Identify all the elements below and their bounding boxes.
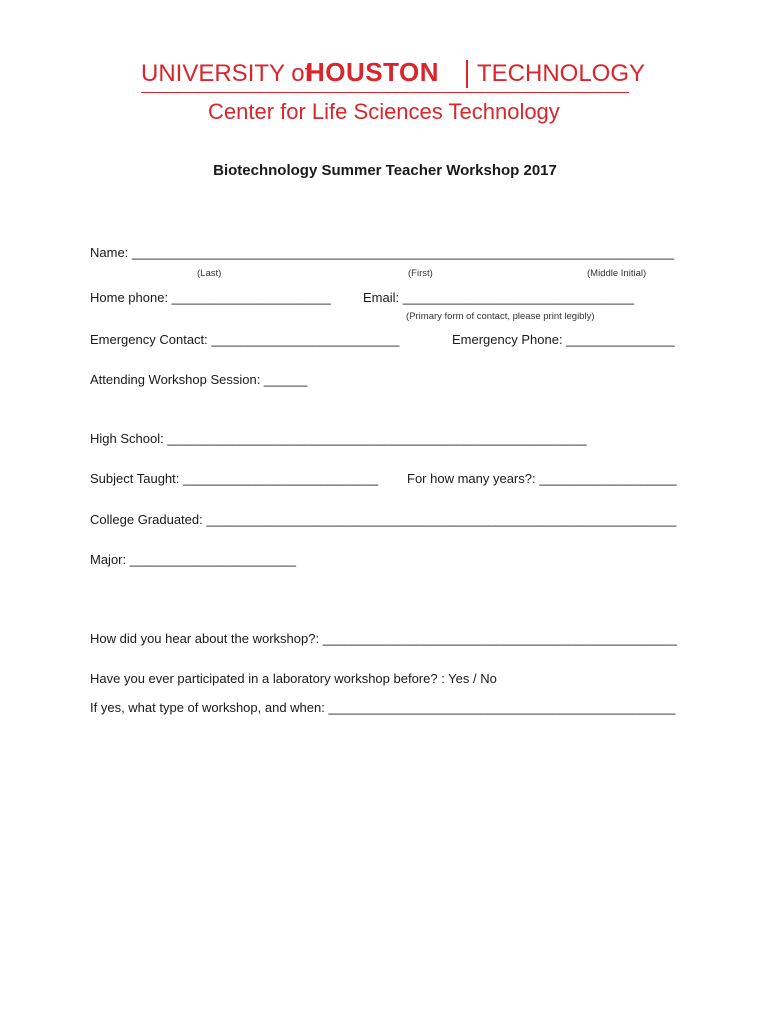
workshop-session-field[interactable]: Attending Workshop Session: ______: [90, 372, 308, 387]
college-field[interactable]: College Graduated: _________________________________________________________________: [90, 512, 677, 527]
logo-divider: [466, 60, 468, 88]
logo-technology-text: TECHNOLOGY: [477, 60, 646, 87]
emergency-contact-field[interactable]: Emergency Contact: __________________________: [90, 332, 400, 347]
home-phone-field[interactable]: Home phone: ______________________: [90, 290, 331, 305]
logo-houston-text: HOUSTON: [306, 57, 440, 87]
logo-university-text: UNIVERSITY of: [141, 60, 312, 87]
first-name-hint: (First): [408, 268, 433, 279]
years-taught-field[interactable]: For how many years?: ___________________: [407, 471, 677, 486]
center-name: Center for Life Sciences Technology: [208, 99, 560, 124]
email-note: (Primary form of contact, please print legibly): [406, 311, 595, 322]
subject-taught-field[interactable]: Subject Taught: ___________________________: [90, 471, 379, 486]
name-field[interactable]: Name: ___________________________________________________________________________: [90, 245, 675, 260]
email-field[interactable]: Email: ________________________________: [363, 290, 635, 305]
major-field[interactable]: Major: _______________________: [90, 552, 297, 567]
middle-initial-hint: (Middle Initial): [587, 268, 647, 279]
heard-about-field[interactable]: How did you hear about the workshop?: _________________________________________________: [90, 631, 677, 646]
participated-question[interactable]: Have you ever participated in a laboratory workshop before? : Yes / No: [90, 671, 497, 686]
high-school-field[interactable]: High School: __________________________________________________________: [90, 431, 587, 446]
form-title: Biotechnology Summer Teacher Workshop 2017: [213, 162, 557, 179]
last-name-hint: (Last): [197, 268, 222, 279]
header-rule: [141, 92, 629, 93]
emergency-phone-field[interactable]: Emergency Phone: _______________: [452, 332, 675, 347]
prior-workshop-field[interactable]: If yes, what type of workshop, and when: ________________________________________________: [90, 700, 676, 715]
